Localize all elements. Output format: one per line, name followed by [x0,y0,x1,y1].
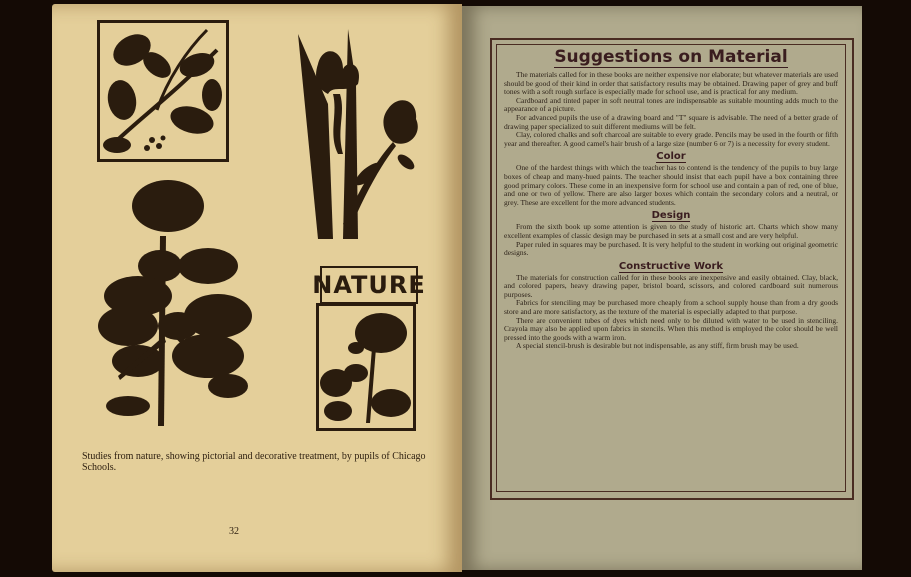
page-number: 32 [229,526,239,537]
illustration-iris [288,24,428,242]
paragraph: Clay, colored chalks and soft charcoal are suitable to every grade. Pencils may be used in the fourth or fifth year and thereafter. A good camel's hair brush of a large size (number 6 or 7) is a necessity for every student. [504,130,838,148]
paragraph: For advanced pupils the use of a drawing board and "T" square is advisable. The need of a better grade of drawing paper specialized to suit different mediums will be felt. [504,112,838,131]
paragraph: Fabrics for stenciling may be purchased more cheaply from a school supply house than from a dry goods store and are more satisfactory, as the texture of the material is especially adapted to that purpose. [504,298,838,317]
section-intro [504,71,838,148]
page-title: Suggestions on Material [554,47,788,67]
paragraph: Cardboard and tinted paper in soft neutral tones are indispensable as suitable mounting adds much to the appearance of a picture. [504,95,838,114]
page-content [504,46,838,351]
left-page [52,4,462,572]
paragraph: A special stencil-brush is desirable but not indispensable, as any stiff, firm brush may be used. [516,341,799,351]
paragraph: From the sixth book up some attention is given to the study of historic art. Charts which show many excellent examples of classic design may be purchased in sets at a small cost and are very helpful. [504,222,838,240]
section-heading: Color [656,151,686,163]
caption: Studies from nature, showing pictorial and decorative treatment, by pupils of Chicago Schools. [82,451,426,473]
section-heading: Design [651,210,691,222]
paragraph: The materials for construction called for in these books are inexpensive and easily obtained. Clay, black, and colored papers, heavy drawing paper, bristol board, scissors, and colored cardboard suit numerous purposes. [504,272,838,299]
paragraph: Paper ruled in squares may be purchased. It is very helpful to the student in working out original geometric designs. [504,239,838,258]
illustration-framed-geranium [316,303,416,431]
section-heading: Constructive Work [618,260,724,272]
paragraph: The materials called for in these books are neither expensive nor elaborate; but whatever materials are used should be good of their kind in order that satisfactory results may be obtained. Drawing paper of grey and buff tones with a soft rough surface is especially made for school use, and is practical for any medium. [504,70,838,97]
nature-label: NATURE [320,266,418,304]
right-page [462,6,862,570]
illustration-geranium-plant [98,176,264,430]
paragraph: There are convenient tubes of dyes which need only to be diluted with water to be used in stenciling. Crayola may also be applied upon fabrics in stencils. When this method is employed the color should be well pressed into the goods with a warm iron. [504,315,838,342]
paragraph: One of the hardest things with which the teacher has to contend is the tendency of the pupils to buy large boxes of cheap and many-hued paints. The teacher should insist that each pupil have a box containing three good primary colors. These come in an inexpensive form for school use and contain a pan of red, one of blue, and one or two of yellow. There are also larger boxes which contain the secondary colors and a neutral, or grey. These are excellent for the more advanced students. [504,163,838,207]
section-design [504,209,838,257]
section-color [504,150,838,207]
illustration-berry-branch [97,20,229,162]
section-constructive-work [504,260,838,351]
